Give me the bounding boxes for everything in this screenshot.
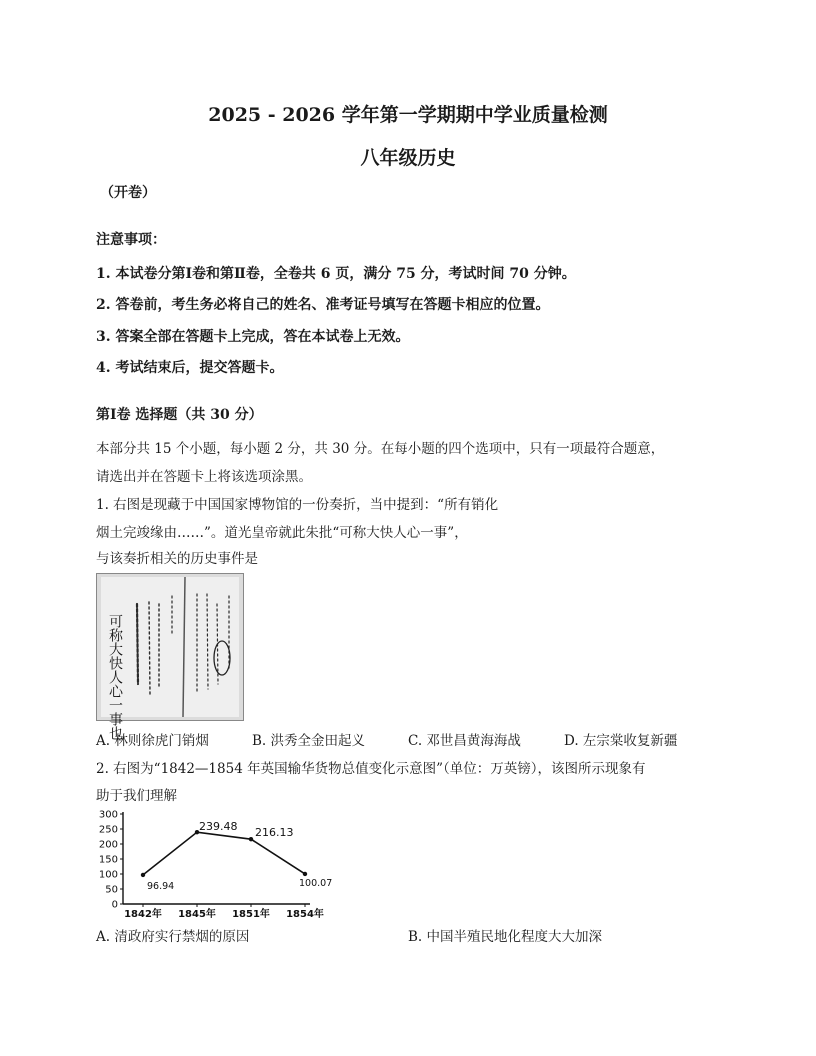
option-d[interactable]: D. 左宗棠收复新疆 — [564, 733, 678, 749]
x-tick-label: 1845年 — [178, 909, 216, 920]
option-b[interactable]: B. 洪秀全金田起义 — [252, 733, 366, 749]
note-item: 4. 考试结束后，提交答题卡。 — [96, 360, 284, 376]
note-item: 1. 本试卷分第Ⅰ卷和第Ⅱ卷，全卷共 6 页，满分 75 分，考试时间 70 分钟。 — [96, 266, 576, 282]
note-item: 2. 答卷前，考生务必将自己的姓名、准考证号填写在答题卡相应的位置。 — [96, 297, 550, 313]
data-point — [303, 872, 307, 876]
page-subtitle: 八年级历史 — [360, 147, 456, 169]
notes-heading: 注意事项： — [96, 232, 166, 248]
data-label: 96.94 — [147, 880, 175, 892]
y-tick-label: 50 — [105, 884, 118, 896]
y-tick-label: 300 — [98, 809, 118, 821]
memorial-annotation: 可称大快人心一事也 — [107, 614, 123, 740]
data-point — [141, 873, 145, 877]
y-tick-label: 100 — [98, 869, 118, 881]
note-item: 3. 答案全部在答题卡上完成，答在本试卷上无效。 — [96, 329, 410, 345]
y-tick-label: 150 — [98, 854, 118, 866]
data-point — [249, 837, 253, 841]
memorial-document-image — [96, 573, 244, 740]
question-stem-line: 2. 右图为“1842—1854 年英国输华货物总值变化示意图”（单位：万英镑），该图所示现象有 — [96, 761, 646, 777]
data-label: 239.48 — [199, 820, 238, 834]
y-tick-label: 0 — [111, 899, 118, 911]
section-instructions-line: 请选出并在答题卡上将该选项涂黑。 — [96, 469, 312, 485]
data-label: 100.07 — [299, 877, 333, 889]
option-c[interactable]: C. 邓世昌黄海海战 — [408, 733, 521, 749]
y-tick-label: 250 — [98, 824, 118, 836]
question-stem-line: 与该奏折相关的历史事件是 — [96, 551, 258, 567]
section-heading: 第Ⅰ卷 选择题（共 30 分） — [96, 407, 263, 423]
x-tick-label: 1842年 — [124, 909, 162, 920]
section-instructions-line: 本部分共 15 个小题，每小题 2 分，共 30 分。在每小题的四个选项中，只有一项最符合题意， — [96, 441, 665, 457]
open-book-label: （开卷） — [100, 185, 156, 201]
question-stem-line: 助于我们理解 — [96, 788, 177, 804]
question-stem-line: 烟土完竣缘由……”。道光皇帝就此朱批“可称大快人心一事”， — [96, 525, 468, 541]
option-a[interactable]: A. 林则徐虎门销烟 — [96, 733, 209, 749]
trade-value-chart — [96, 808, 333, 920]
x-tick-label: 1854年 — [286, 909, 324, 920]
option-a[interactable]: A. 清政府实行禁烟的原因 — [96, 929, 250, 945]
question-stem-line: 1. 右图是现藏于中国国家博物馆的一份奏折，当中提到：“所有销化 — [96, 497, 499, 513]
x-tick-label: 1851年 — [232, 909, 270, 920]
y-tick-label: 200 — [98, 839, 118, 851]
option-b[interactable]: B. 中国半殖民地化程度大大加深 — [408, 929, 603, 945]
page-title: 2025 - 2026 学年第一学期期中学业质量检测 — [208, 104, 608, 126]
data-label: 216.13 — [255, 826, 294, 840]
